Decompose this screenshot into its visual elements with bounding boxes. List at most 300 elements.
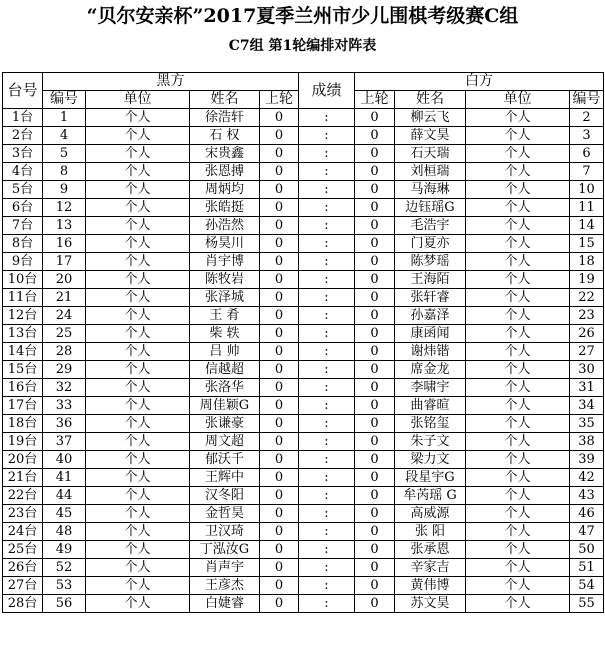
white-name-cell: 段星宇G <box>395 469 466 487</box>
white-number-cell: 34 <box>570 397 604 415</box>
black-name-cell: 宋贵鑫 <box>190 145 260 163</box>
white-number-cell: 22 <box>570 289 604 307</box>
white-unit-cell: 个人 <box>466 415 570 433</box>
black-name-cell: 肖宇博 <box>190 253 260 271</box>
white-unit-cell: 个人 <box>466 577 570 595</box>
black-name-cell: 肖声宇 <box>190 559 260 577</box>
black-unit-cell: 个人 <box>86 145 190 163</box>
white-previous-cell: 0 <box>355 199 395 217</box>
header-black-number: 编号 <box>43 91 86 109</box>
result-cell: : <box>299 559 355 577</box>
board-cell: 12台 <box>3 307 43 325</box>
board-cell: 15台 <box>3 361 43 379</box>
white-previous-cell: 0 <box>355 469 395 487</box>
white-number-cell: 7 <box>570 163 604 181</box>
black-previous-cell: 0 <box>260 217 299 235</box>
board-cell: 2台 <box>3 127 43 145</box>
black-name-cell: 张皓挺 <box>190 199 260 217</box>
black-unit-cell: 个人 <box>86 397 190 415</box>
black-previous-cell: 0 <box>260 199 299 217</box>
black-name-cell: 信越超 <box>190 361 260 379</box>
black-number-cell: 49 <box>43 541 86 559</box>
white-number-cell: 54 <box>570 577 604 595</box>
black-number-cell: 20 <box>43 271 86 289</box>
white-name-cell: 苏文昊 <box>395 595 466 613</box>
pairing-table <box>2 72 604 613</box>
white-previous-cell: 0 <box>355 343 395 361</box>
table-row <box>3 433 604 451</box>
black-number-cell: 9 <box>43 181 86 199</box>
board-cell: 16台 <box>3 379 43 397</box>
white-unit-cell: 个人 <box>466 145 570 163</box>
black-unit-cell: 个人 <box>86 253 190 271</box>
table-row <box>3 109 604 127</box>
white-name-cell: 康函闻 <box>395 325 466 343</box>
white-name-cell: 李啸宇 <box>395 379 466 397</box>
table-row <box>3 217 604 235</box>
white-unit-cell: 个人 <box>466 271 570 289</box>
white-name-cell: 边钰瑶G <box>395 199 466 217</box>
result-cell: : <box>299 397 355 415</box>
result-cell: : <box>299 325 355 343</box>
black-unit-cell: 个人 <box>86 433 190 451</box>
white-number-cell: 50 <box>570 541 604 559</box>
white-previous-cell: 0 <box>355 523 395 541</box>
black-unit-cell: 个人 <box>86 289 190 307</box>
black-previous-cell: 0 <box>260 487 299 505</box>
table-row <box>3 235 604 253</box>
black-name-cell: 张洛华 <box>190 379 260 397</box>
white-number-cell: 51 <box>570 559 604 577</box>
black-number-cell: 37 <box>43 433 86 451</box>
result-cell: : <box>299 109 355 127</box>
black-unit-cell: 个人 <box>86 343 190 361</box>
white-unit-cell: 个人 <box>466 343 570 361</box>
black-unit-cell: 个人 <box>86 217 190 235</box>
table-row <box>3 289 604 307</box>
result-cell: : <box>299 307 355 325</box>
white-name-cell: 陈梦瑶 <box>395 253 466 271</box>
table-row <box>3 271 604 289</box>
white-name-cell: 张承恩 <box>395 541 466 559</box>
white-name-cell: 高威源 <box>395 505 466 523</box>
board-cell: 9台 <box>3 253 43 271</box>
black-name-cell: 吕 帅 <box>190 343 260 361</box>
white-unit-cell: 个人 <box>466 235 570 253</box>
white-number-cell: 39 <box>570 451 604 469</box>
board-cell: 25台 <box>3 541 43 559</box>
white-unit-cell: 个人 <box>466 559 570 577</box>
black-number-cell: 40 <box>43 451 86 469</box>
black-number-cell: 56 <box>43 595 86 613</box>
white-unit-cell: 个人 <box>466 361 570 379</box>
board-cell: 11台 <box>3 289 43 307</box>
table-row <box>3 397 604 415</box>
board-cell: 26台 <box>3 559 43 577</box>
board-cell: 22台 <box>3 487 43 505</box>
table-row <box>3 559 604 577</box>
table-row <box>3 505 604 523</box>
result-cell: : <box>299 361 355 379</box>
black-name-cell: 王辉中 <box>190 469 260 487</box>
white-number-cell: 18 <box>570 253 604 271</box>
board-cell: 14台 <box>3 343 43 361</box>
result-cell: : <box>299 181 355 199</box>
board-cell: 19台 <box>3 433 43 451</box>
black-previous-cell: 0 <box>260 415 299 433</box>
result-cell: : <box>299 127 355 145</box>
header-board: 台号 <box>3 73 43 109</box>
white-name-cell: 马海琳 <box>395 181 466 199</box>
white-unit-cell: 个人 <box>466 451 570 469</box>
result-cell: : <box>299 289 355 307</box>
black-unit-cell: 个人 <box>86 559 190 577</box>
white-previous-cell: 0 <box>355 127 395 145</box>
header-black-name: 姓名 <box>190 91 260 109</box>
black-number-cell: 1 <box>43 109 86 127</box>
black-name-cell: 白婕睿 <box>190 595 260 613</box>
white-name-cell: 梁力文 <box>395 451 466 469</box>
black-previous-cell: 0 <box>260 505 299 523</box>
black-unit-cell: 个人 <box>86 541 190 559</box>
document-subtitle: C7组 第1轮编排对阵表 <box>228 38 377 54</box>
white-number-cell: 6 <box>570 145 604 163</box>
header-white-number: 编号 <box>570 91 604 109</box>
white-previous-cell: 0 <box>355 559 395 577</box>
white-name-cell: 牟芮瑶 G <box>395 487 466 505</box>
black-number-cell: 21 <box>43 289 86 307</box>
black-name-cell: 杨昊川 <box>190 235 260 253</box>
board-cell: 20台 <box>3 451 43 469</box>
white-unit-cell: 个人 <box>466 595 570 613</box>
board-cell: 1台 <box>3 109 43 127</box>
white-previous-cell: 0 <box>355 253 395 271</box>
white-number-cell: 27 <box>570 343 604 361</box>
board-cell: 24台 <box>3 523 43 541</box>
result-cell: : <box>299 199 355 217</box>
black-unit-cell: 个人 <box>86 379 190 397</box>
black-name-cell: 汉冬阳 <box>190 487 260 505</box>
black-unit-cell: 个人 <box>86 199 190 217</box>
black-number-cell: 8 <box>43 163 86 181</box>
white-previous-cell: 0 <box>355 505 395 523</box>
white-previous-cell: 0 <box>355 163 395 181</box>
black-unit-cell: 个人 <box>86 271 190 289</box>
white-number-cell: 19 <box>570 271 604 289</box>
white-previous-cell: 0 <box>355 595 395 613</box>
black-previous-cell: 0 <box>260 253 299 271</box>
board-cell: 17台 <box>3 397 43 415</box>
header-white-name: 姓名 <box>395 91 466 109</box>
white-unit-cell: 个人 <box>466 379 570 397</box>
black-unit-cell: 个人 <box>86 595 190 613</box>
table-row <box>3 469 604 487</box>
black-name-cell: 柴 轶 <box>190 325 260 343</box>
table-row <box>3 541 604 559</box>
black-unit-cell: 个人 <box>86 127 190 145</box>
white-number-cell: 10 <box>570 181 604 199</box>
header-white: 白方 <box>355 73 604 91</box>
black-unit-cell: 个人 <box>86 415 190 433</box>
black-previous-cell: 0 <box>260 379 299 397</box>
black-previous-cell: 0 <box>260 271 299 289</box>
black-unit-cell: 个人 <box>86 361 190 379</box>
white-previous-cell: 0 <box>355 289 395 307</box>
black-name-cell: 金哲昊 <box>190 505 260 523</box>
board-cell: 10台 <box>3 271 43 289</box>
white-name-cell: 张 阳 <box>395 523 466 541</box>
result-cell: : <box>299 271 355 289</box>
result-cell: : <box>299 577 355 595</box>
black-previous-cell: 0 <box>260 145 299 163</box>
result-cell: : <box>299 487 355 505</box>
white-number-cell: 14 <box>570 217 604 235</box>
black-number-cell: 13 <box>43 217 86 235</box>
white-number-cell: 3 <box>570 127 604 145</box>
white-unit-cell: 个人 <box>466 217 570 235</box>
black-previous-cell: 0 <box>260 343 299 361</box>
white-previous-cell: 0 <box>355 181 395 199</box>
black-unit-cell: 个人 <box>86 451 190 469</box>
black-previous-cell: 0 <box>260 325 299 343</box>
white-unit-cell: 个人 <box>466 523 570 541</box>
white-number-cell: 23 <box>570 307 604 325</box>
white-unit-cell: 个人 <box>466 541 570 559</box>
black-unit-cell: 个人 <box>86 307 190 325</box>
black-previous-cell: 0 <box>260 307 299 325</box>
result-cell: : <box>299 505 355 523</box>
result-cell: : <box>299 469 355 487</box>
black-name-cell: 王彦杰 <box>190 577 260 595</box>
black-unit-cell: 个人 <box>86 163 190 181</box>
white-unit-cell: 个人 <box>466 163 570 181</box>
board-cell: 23台 <box>3 505 43 523</box>
board-cell: 7台 <box>3 217 43 235</box>
black-unit-cell: 个人 <box>86 325 190 343</box>
black-previous-cell: 0 <box>260 163 299 181</box>
black-name-cell: 王 肴 <box>190 307 260 325</box>
white-number-cell: 42 <box>570 469 604 487</box>
white-number-cell: 38 <box>570 433 604 451</box>
white-previous-cell: 0 <box>355 541 395 559</box>
white-unit-cell: 个人 <box>466 397 570 415</box>
table-row <box>3 181 604 199</box>
white-number-cell: 55 <box>570 595 604 613</box>
black-name-cell: 徐浩轩 <box>190 109 260 127</box>
white-name-cell: 孙嘉泽 <box>395 307 466 325</box>
table-row <box>3 325 604 343</box>
white-name-cell: 张轩睿 <box>395 289 466 307</box>
black-name-cell: 郁沃千 <box>190 451 260 469</box>
board-cell: 18台 <box>3 415 43 433</box>
black-name-cell: 张恩搏 <box>190 163 260 181</box>
board-cell: 4台 <box>3 163 43 181</box>
result-cell: : <box>299 595 355 613</box>
black-number-cell: 48 <box>43 523 86 541</box>
black-name-cell: 周佳颖G <box>190 397 260 415</box>
table-row <box>3 379 604 397</box>
black-unit-cell: 个人 <box>86 235 190 253</box>
white-number-cell: 11 <box>570 199 604 217</box>
black-unit-cell: 个人 <box>86 487 190 505</box>
black-previous-cell: 0 <box>260 433 299 451</box>
white-previous-cell: 0 <box>355 217 395 235</box>
black-previous-cell: 0 <box>260 595 299 613</box>
table-row <box>3 487 604 505</box>
black-number-cell: 45 <box>43 505 86 523</box>
black-unit-cell: 个人 <box>86 181 190 199</box>
black-number-cell: 24 <box>43 307 86 325</box>
white-previous-cell: 0 <box>355 271 395 289</box>
result-cell: : <box>299 217 355 235</box>
black-unit-cell: 个人 <box>86 469 190 487</box>
black-name-cell: 丁泓汝G <box>190 541 260 559</box>
black-unit-cell: 个人 <box>86 523 190 541</box>
white-previous-cell: 0 <box>355 307 395 325</box>
black-number-cell: 32 <box>43 379 86 397</box>
white-name-cell: 张铭玺 <box>395 415 466 433</box>
black-number-cell: 28 <box>43 343 86 361</box>
board-cell: 13台 <box>3 325 43 343</box>
black-previous-cell: 0 <box>260 559 299 577</box>
black-previous-cell: 0 <box>260 289 299 307</box>
white-unit-cell: 个人 <box>466 109 570 127</box>
result-cell: : <box>299 253 355 271</box>
table-row <box>3 361 604 379</box>
white-unit-cell: 个人 <box>466 127 570 145</box>
white-name-cell: 辛家吉 <box>395 559 466 577</box>
board-cell: 6台 <box>3 199 43 217</box>
white-unit-cell: 个人 <box>466 505 570 523</box>
white-number-cell: 43 <box>570 487 604 505</box>
table-row <box>3 253 604 271</box>
white-previous-cell: 0 <box>355 235 395 253</box>
black-name-cell: 陈牧岩 <box>190 271 260 289</box>
white-name-cell: 曲睿暄 <box>395 397 466 415</box>
black-number-cell: 33 <box>43 397 86 415</box>
board-cell: 21台 <box>3 469 43 487</box>
table-row <box>3 595 604 613</box>
white-number-cell: 30 <box>570 361 604 379</box>
board-cell: 27台 <box>3 577 43 595</box>
black-number-cell: 52 <box>43 559 86 577</box>
table-row <box>3 127 604 145</box>
black-previous-cell: 0 <box>260 577 299 595</box>
white-unit-cell: 个人 <box>466 307 570 325</box>
black-name-cell: 张谦豪 <box>190 415 260 433</box>
header-row-top <box>3 73 604 91</box>
white-previous-cell: 0 <box>355 325 395 343</box>
black-name-cell: 卫汉琦 <box>190 523 260 541</box>
black-number-cell: 53 <box>43 577 86 595</box>
black-number-cell: 29 <box>43 361 86 379</box>
header-black-unit: 单位 <box>86 91 190 109</box>
result-cell: : <box>299 379 355 397</box>
black-number-cell: 44 <box>43 487 86 505</box>
white-name-cell: 黄伟博 <box>395 577 466 595</box>
white-previous-cell: 0 <box>355 577 395 595</box>
black-unit-cell: 个人 <box>86 109 190 127</box>
black-number-cell: 12 <box>43 199 86 217</box>
white-name-cell: 朱子文 <box>395 433 466 451</box>
black-previous-cell: 0 <box>260 469 299 487</box>
white-previous-cell: 0 <box>355 361 395 379</box>
black-previous-cell: 0 <box>260 181 299 199</box>
black-name-cell: 周炳均 <box>190 181 260 199</box>
white-number-cell: 2 <box>570 109 604 127</box>
white-unit-cell: 个人 <box>466 199 570 217</box>
black-previous-cell: 0 <box>260 127 299 145</box>
header-white-previous: 上轮 <box>355 91 395 109</box>
header-black: 黑方 <box>43 73 299 91</box>
header-black-previous: 上轮 <box>260 91 299 109</box>
result-cell: : <box>299 451 355 469</box>
white-number-cell: 26 <box>570 325 604 343</box>
white-name-cell: 王海陌 <box>395 271 466 289</box>
white-unit-cell: 个人 <box>466 469 570 487</box>
result-cell: : <box>299 415 355 433</box>
table-row <box>3 577 604 595</box>
result-cell: : <box>299 433 355 451</box>
table-row <box>3 199 604 217</box>
black-number-cell: 4 <box>43 127 86 145</box>
table-row <box>3 163 604 181</box>
white-unit-cell: 个人 <box>466 181 570 199</box>
white-number-cell: 15 <box>570 235 604 253</box>
document-title: “贝尔安亲杯”2017夏季兰州市少儿围棋考级赛C组 <box>86 5 519 27</box>
white-previous-cell: 0 <box>355 433 395 451</box>
white-name-cell: 薛文昊 <box>395 127 466 145</box>
white-unit-cell: 个人 <box>466 325 570 343</box>
black-name-cell: 孙浩然 <box>190 217 260 235</box>
black-number-cell: 25 <box>43 325 86 343</box>
table-row <box>3 451 604 469</box>
white-name-cell: 门夏亦 <box>395 235 466 253</box>
white-name-cell: 谢炜锴 <box>395 343 466 361</box>
white-unit-cell: 个人 <box>466 433 570 451</box>
table-row <box>3 343 604 361</box>
header-result: 成绩 <box>299 73 355 109</box>
black-unit-cell: 个人 <box>86 505 190 523</box>
white-previous-cell: 0 <box>355 145 395 163</box>
result-cell: : <box>299 343 355 361</box>
black-name-cell: 石 权 <box>190 127 260 145</box>
table-row <box>3 415 604 433</box>
white-number-cell: 31 <box>570 379 604 397</box>
result-cell: : <box>299 145 355 163</box>
black-number-cell: 36 <box>43 415 86 433</box>
white-number-cell: 47 <box>570 523 604 541</box>
result-cell: : <box>299 235 355 253</box>
result-cell: : <box>299 163 355 181</box>
white-name-cell: 毛浩宇 <box>395 217 466 235</box>
board-cell: 3台 <box>3 145 43 163</box>
board-cell: 8台 <box>3 235 43 253</box>
white-name-cell: 石天瑞 <box>395 145 466 163</box>
black-number-cell: 16 <box>43 235 86 253</box>
white-number-cell: 35 <box>570 415 604 433</box>
black-previous-cell: 0 <box>260 397 299 415</box>
black-previous-cell: 0 <box>260 235 299 253</box>
white-previous-cell: 0 <box>355 451 395 469</box>
white-name-cell: 刘桓瑞 <box>395 163 466 181</box>
board-cell: 28台 <box>3 595 43 613</box>
white-unit-cell: 个人 <box>466 487 570 505</box>
white-previous-cell: 0 <box>355 379 395 397</box>
black-number-cell: 41 <box>43 469 86 487</box>
result-cell: : <box>299 523 355 541</box>
table-row <box>3 523 604 541</box>
